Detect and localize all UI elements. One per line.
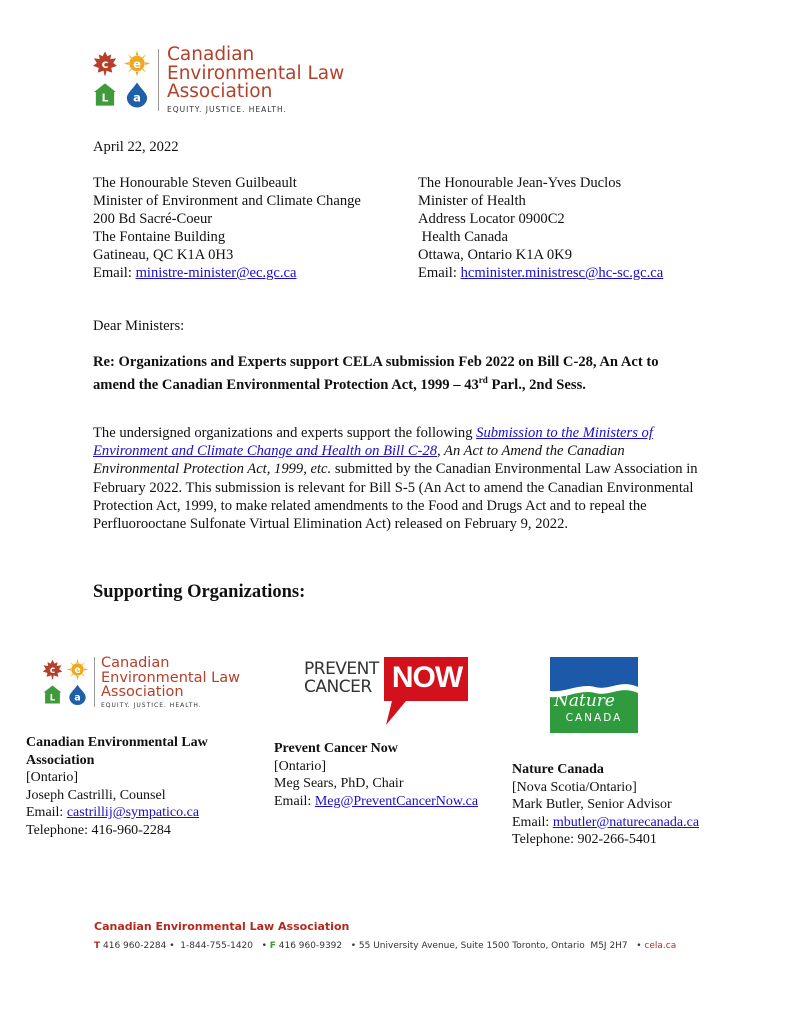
subject-line-2-end: Parl., 2nd Sess. <box>487 376 586 393</box>
recipient-right-email-link[interactable]: hcminister.ministresc@hc-sc.gc.ca <box>460 265 664 281</box>
email-label: Email: <box>512 814 553 830</box>
org-phone: Telephone: 902-266-5401 <box>512 832 657 847</box>
org-contact: Mark Butler, Senior Advisor <box>512 797 672 812</box>
salutation: Dear Ministers: <box>93 318 185 334</box>
org-phone: Telephone: 416-960-2284 <box>26 822 171 838</box>
body-paragraph <box>93 424 698 533</box>
org-name: Nature Canada <box>512 762 604 777</box>
recipient-left-title: Minister of Environment and Climate Change <box>93 193 361 209</box>
sun-icon <box>124 50 150 76</box>
org-name: Canadian Environmental Law Association <box>26 735 208 768</box>
nature-canada-logo <box>550 657 638 733</box>
subject-line-1: Re: Organizations and Experts support CELA submission Feb 2022 on Bill C-28, An Act to <box>93 354 659 370</box>
house-icon <box>42 684 63 705</box>
nature-canada-logo-caps: CANADA <box>565 712 623 724</box>
org-email-link[interactable]: mbutler@naturecanada.ca <box>552 814 700 830</box>
cela-logo-mark <box>92 50 152 109</box>
logo-line-2: Environmental Law <box>101 669 240 686</box>
org-email-link[interactable]: castrillij@sympatico.ca <box>66 805 200 820</box>
droplet-icon <box>124 81 150 107</box>
org-email-row <box>26 804 256 822</box>
org-contact: Meg Sears, PhD, Chair <box>274 776 404 791</box>
prevent-cancer-now-logo <box>304 657 469 725</box>
recipient-right-email-row <box>418 264 663 282</box>
org-email-link[interactable]: Meg@PreventCancerNow.ca <box>314 793 479 809</box>
org-prevent-cancer-now <box>274 740 504 810</box>
cela-logo-wordmark <box>167 46 344 114</box>
recipient-left-address-1: 200 Bd Sacré-Coeur <box>93 211 213 227</box>
cela-org-logo <box>42 656 240 709</box>
pcn-logo-text <box>304 660 379 696</box>
org-contact: Joseph Castrilli, Counsel <box>26 787 166 803</box>
footer-contact-line <box>94 941 676 951</box>
subject-superscript: rd <box>478 375 488 385</box>
svg-text:c: c <box>101 56 109 71</box>
subject-line-2-text: amend the Canadian Environmental Protection Act, 1999 – 43 <box>93 376 479 393</box>
recipient-left-email-row <box>93 264 361 282</box>
logo-divider <box>158 49 159 111</box>
recipient-left-email-link[interactable]: ministre-minister@ec.gc.ca <box>135 265 297 281</box>
logo-tagline: EQUITY. JUSTICE. HEALTH. <box>101 701 202 709</box>
nature-canada-logo-script: Nature <box>554 691 615 711</box>
maple-leaf-icon <box>42 659 63 680</box>
svg-text:a: a <box>133 90 141 105</box>
footer-org-name: Canadian Environmental Law Association <box>94 920 350 933</box>
recipient-left <box>93 174 361 282</box>
body-intro: The undersigned organizations and experts support the following <box>93 425 477 441</box>
org-name: Prevent Cancer Now <box>274 741 398 756</box>
footer-fax-address: 416 960-9392 • 55 University Avenue, Suite 1500 Toronto, Ontario M5J 2H7 • <box>275 941 645 951</box>
logo-divider <box>94 657 95 707</box>
svg-text:a: a <box>74 692 81 704</box>
org-region: [Ontario] <box>274 758 327 774</box>
recipient-left-address-3: Gatineau, QC K1A 0H3 <box>93 247 234 263</box>
maple-leaf-icon <box>92 50 118 76</box>
org-region: [Ontario] <box>26 770 79 785</box>
recipient-right <box>418 174 663 282</box>
cela-org-logo-mark <box>42 659 89 706</box>
svg-text:c: c <box>49 664 56 676</box>
email-label: Email: <box>418 265 461 281</box>
email-label: Email: <box>26 805 67 820</box>
recipient-right-address-2: Health Canada <box>418 229 508 245</box>
logo-line-1: Canadian <box>101 655 170 671</box>
logo-tagline: EQUITY. JUSTICE. HEALTH. <box>167 104 287 114</box>
logo-line-3: Association <box>101 684 184 700</box>
pcn-logo-now: NOW <box>391 661 463 694</box>
svg-text:e: e <box>74 664 81 676</box>
pcn-logo-cancer: CANCER <box>304 677 372 697</box>
sun-icon <box>67 659 88 680</box>
letter-date: April 22, 2022 <box>93 139 179 155</box>
org-email-row <box>512 814 742 832</box>
logo-line-2: Environmental Law <box>167 62 345 84</box>
svg-text:L: L <box>49 693 56 704</box>
footer-fax-label: F <box>269 941 276 951</box>
body-rest: submitted by the Canadian Environmental Law Association in February 2022. This submission is relevant for Bill S-5 (An Act to amend the Canadian Environmental Protection Act, 1999, to make related amendments to the Food and Drugs Act and to repeal the Perfluorooctane Sulfonate Virtual Elimination Act) released on February 9, 2022. <box>93 461 698 533</box>
pcn-logo-prevent: PREVENT <box>304 659 379 679</box>
svg-text:L: L <box>101 92 109 105</box>
footer-phone-label: T <box>94 941 101 951</box>
cela-logo <box>92 46 344 114</box>
recipient-left-address-2: The Fontaine Building <box>93 229 226 245</box>
cela-org-logo-wordmark <box>101 656 240 709</box>
org-cela <box>26 734 256 839</box>
subject-line-2 <box>93 371 659 394</box>
footer-website-link[interactable]: cela.ca <box>644 941 677 951</box>
recipient-left-name: The Honourable Steven Guilbeault <box>93 175 297 191</box>
supporting-organizations-heading: Supporting Organizations: <box>93 582 306 602</box>
recipient-right-title: Minister of Health <box>418 193 526 209</box>
droplet-icon <box>67 684 88 705</box>
logo-line-3: Association <box>167 81 273 102</box>
logo-line-1: Canadian <box>167 44 255 65</box>
org-nature-canada <box>512 761 742 849</box>
footer-phone: 416 960-2284 • 1-844-755-1420 • <box>100 941 270 951</box>
recipient-right-address-3: Ottawa, Ontario K1A 0K9 <box>418 247 573 263</box>
subject-line <box>93 353 659 394</box>
recipient-right-address-1: Address Locator 0900C2 <box>418 211 565 227</box>
email-label: Email: <box>274 793 315 809</box>
submission-link[interactable]: Submission to the Ministers of Environment and Climate Change and Health on Bill C-28 <box>93 425 653 460</box>
email-label: Email: <box>93 265 136 281</box>
body-act-title: , An Act to Amend the Canadian Environmental Protection Act, 1999, etc. <box>93 443 625 478</box>
org-region: [Nova Scotia/Ontario] <box>512 779 637 795</box>
svg-text:e: e <box>133 56 141 71</box>
org-email-row <box>274 793 504 811</box>
recipient-right-name: The Honourable Jean-Yves Duclos <box>418 175 622 191</box>
house-icon <box>92 81 118 107</box>
